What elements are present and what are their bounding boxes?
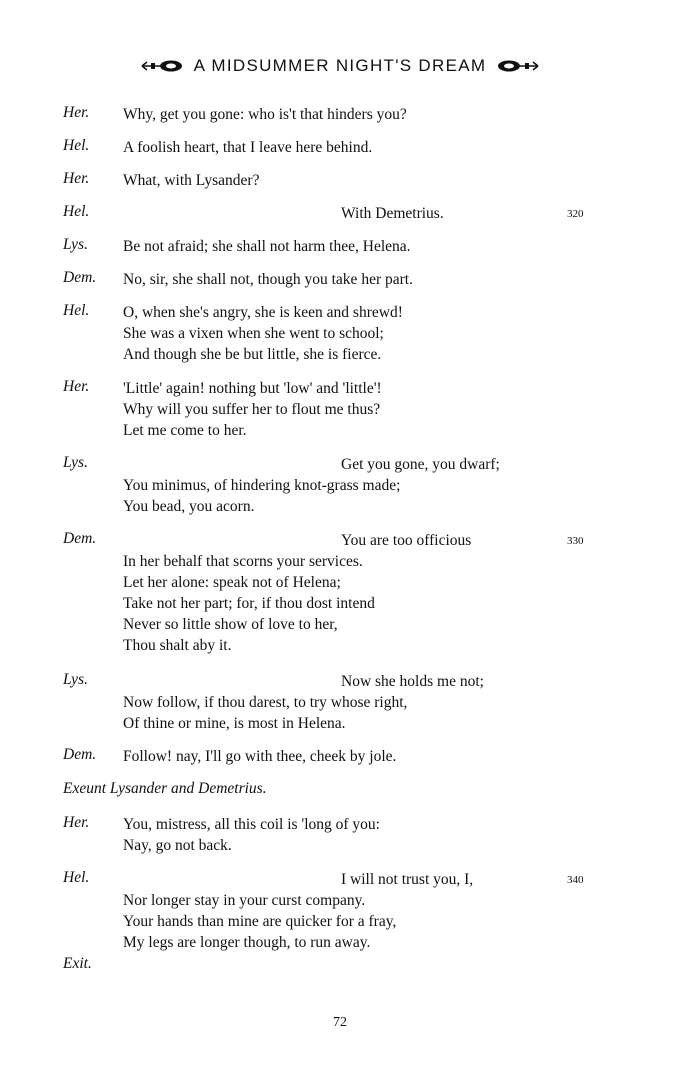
verse-line: Take not her part; for, if thou dost intend <box>123 595 375 612</box>
page-header-title: A MIDSUMMER NIGHT'S DREAM <box>193 56 487 75</box>
verse-line: In her behalf that scorns your services. <box>123 553 363 570</box>
verse-line: Nor longer stay in your curst company. <box>123 892 366 909</box>
page-number: 72 <box>333 1015 347 1030</box>
verse-line: Now she holds me not; <box>341 673 484 690</box>
verse-line: A foolish heart, that I leave here behind. <box>123 139 373 156</box>
verse-line: 'Little' again! nothing but 'low' and 'little'! <box>123 380 382 397</box>
verse-line: You bead, you acorn. <box>123 498 255 515</box>
verse-line: And though she be but little, she is fierce. <box>123 346 382 363</box>
verse-line: You minimus, of hindering knot-grass made; <box>123 477 401 494</box>
ornament-left-icon <box>140 59 184 73</box>
verse-line: Let me come to her. <box>123 422 247 439</box>
stage-direction: Exit. <box>63 955 92 972</box>
verse-line: My legs are longer though, to run away. <box>123 934 371 951</box>
speaker-name: Her. <box>63 170 90 187</box>
verse-line: Your hands than mine are quicker for a fray, <box>123 913 397 930</box>
speaker-name: Hel. <box>63 302 90 319</box>
speaker-name: Lys. <box>63 454 88 471</box>
line-number: 320 <box>567 208 584 220</box>
speaker-name: Lys. <box>63 671 88 688</box>
verse-line: Let her alone: speak not of Helena; <box>123 574 341 591</box>
ornament-right-icon <box>496 59 540 73</box>
verse-line: Nay, go not back. <box>123 837 232 854</box>
verse-line: She was a vixen when she went to school; <box>123 325 384 342</box>
verse-line: Of thine or mine, is most in Helena. <box>123 715 346 732</box>
line-number: 330 <box>567 535 584 547</box>
verse-line: With Demetrius. <box>341 205 444 222</box>
speaker-name: Her. <box>63 104 90 121</box>
verse-line: Thou shalt aby it. <box>123 637 232 654</box>
speaker-name: Dem. <box>63 269 97 286</box>
verse-line: You are too officious <box>341 532 472 549</box>
verse-line: Never so little show of love to her, <box>123 616 338 633</box>
verse-line: I will not trust you, I, <box>341 871 474 888</box>
speaker-name: Hel. <box>63 137 90 154</box>
verse-line: Why, get you gone: who is't that hinders you? <box>123 106 407 123</box>
verse-line: Follow! nay, I'll go with thee, cheek by jole. <box>123 748 397 765</box>
stage-direction: Exeunt Lysander and Demetrius. <box>63 780 267 797</box>
verse-line: What, with Lysander? <box>123 172 260 189</box>
verse-line: Be not afraid; she shall not harm thee, Helena. <box>123 238 411 255</box>
speaker-name: Hel. <box>63 869 90 886</box>
speaker-name: Her. <box>63 378 90 395</box>
verse-line: You, mistress, all this coil is 'long of you: <box>123 816 380 833</box>
speaker-name: Dem. <box>63 530 97 547</box>
line-number: 340 <box>567 874 584 886</box>
speaker-name: Dem. <box>63 746 97 763</box>
verse-line: Why will you suffer her to flout me thus? <box>123 401 381 418</box>
verse-line: No, sir, she shall not, though you take her part. <box>123 271 413 288</box>
verse-line: Get you gone, you dwarf; <box>341 456 500 473</box>
speaker-name: Lys. <box>63 236 88 253</box>
running-header <box>0 53 680 79</box>
speaker-name: Hel. <box>63 203 90 220</box>
verse-line: O, when she's angry, she is keen and shrewd! <box>123 304 403 321</box>
speaker-name: Her. <box>63 814 90 831</box>
verse-line: Now follow, if thou darest, to try whose right, <box>123 694 408 711</box>
